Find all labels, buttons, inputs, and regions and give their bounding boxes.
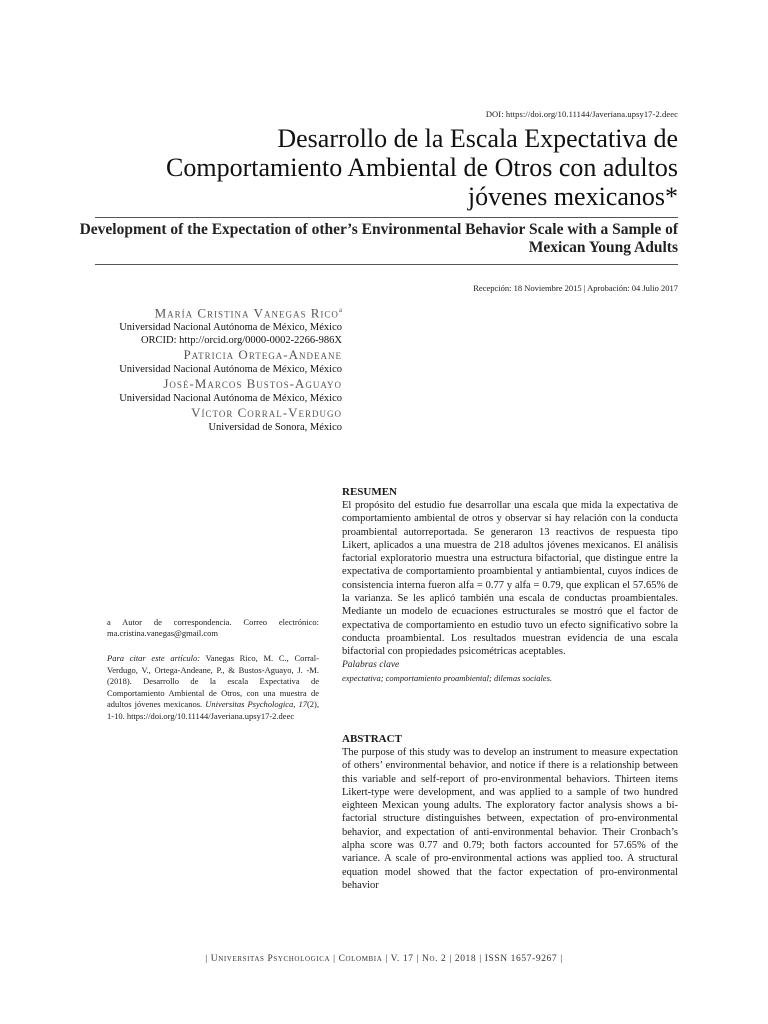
citation-journal: Universitas Psychologica, 17: [205, 699, 307, 709]
citation-block: [107, 653, 319, 722]
abstract-text: The purpose of this study was to develop an instrument to measure expectation of others’ environmental behavior, and notice if there is a relationship between this variable and self-report of pro-environmental behaviors. Thirteen items Likert-type were development, and was applied to a sample of two hundred eighteen Mexican young adults. The exploratory factor analysis shows a bi-factorial structure distinguishes between, expectation of pro-environmental behavior, and expectation of anti-environmental behavior. Their Cronbach’s alpha score was 0.77 and 0.79; both factors accounted for 57.65% of the variance. A scale of pro-environmental actions was applied too. A structural equation model showed that the factor expectation of pro-environmental behavior: [342, 747, 678, 891]
title-divider-top: [95, 217, 678, 218]
title-divider-bottom: [95, 264, 678, 265]
citation-label: Para citar este artículo:: [107, 653, 201, 663]
resumen-heading: RESUMEN: [342, 486, 398, 498]
journal-footer: | Universitas Psychologica | Colombia | V. 17 | No. 2 | 2018 | ISSN 1657-9267 |: [205, 954, 563, 964]
doi-line[interactable]: DOI: https://doi.org/10.11144/Javeriana.upsy17-2.deec: [485, 109, 678, 119]
corresponding-author-footnote: a Autor de correspondencia. Correo electrónico: ma.cristina.vanegas@gmail.com: [107, 617, 319, 638]
keywords-label: Palabras clave: [342, 659, 400, 670]
author-affiliation: Universidad Nacional Autónoma de México, México: [119, 322, 342, 334]
resumen-section: [342, 486, 678, 684]
resumen-text: El propósito del estudio fue desarrollar una escala que mida la expectativa de comportamiento ambiental de otros y observar si hay relación con la conducta proambiental autorreportada. Se generaron 13 reactivos de respuesta tipo Likert, aplicados a una muestra de 218 adultos jóvenes mexicanos. El análisis factorial exploratorio muestra una estructura bifactorial, que distingue entre la expectativa de comportamiento proambiental y antiambiental, cuyos índices de consistencia interna fueron alfa = 0.77 y alfa = 0.79, que explican el 57.65% de la varianza. Se les aplicó también una escala de conductas proambientales. Mediante un modelo de ecuaciones estructurales se mostró que el factor de expectativa de comportamiento en estudio tuvo un efecto significativo sobre la conducta proambiental. Los resultados muestran evidencia de una escala bifactorial con propiedades psicométricas aceptables.: [342, 500, 678, 658]
author-block: [2, 302, 342, 434]
author-name: José-Marcos Bustos-Aguayo: [163, 376, 342, 392]
author-name: Víctor Corral-Verdugo: [191, 405, 342, 421]
author-affiliation: Universidad de Sonora, México: [208, 422, 342, 434]
author-name: Patricia Ortega-Andeane: [183, 347, 342, 363]
author-affiliation: Universidad Nacional Autónoma de México, México: [119, 364, 342, 376]
abstract-section: [342, 733, 678, 892]
author-name: María Cristina Vanegas Rico$^a$: [154, 305, 342, 321]
author-orcid[interactable]: ORCID: http://orcid.org/0000-0002-2266-986X: [140, 335, 342, 347]
abstract-heading: ABSTRACT: [342, 733, 402, 745]
citation-text: Vanegas Rico, M. C., Corral-Verdugo, V., Ortega-Andeane, P., & Bustos-Aguayo, J. -M. (2018). Desarrollo de la escala Expectativa de Comportamiento Ambiental de Otros, con una muestra de adultos jóvenes mexicanos.: [107, 653, 319, 709]
citation-pages-doi[interactable]: (2), 1-10. https://doi.org/10.11144/Javeriana.upsy17-2.deec: [107, 699, 320, 721]
keywords-text: expectativa; comportamiento proambiental; dilemas sociales.: [342, 672, 553, 683]
article-title-spanish: Desarrollo de la Escala Expectativa de Comportamiento Ambiental de Otros con adultos jóvenes mexicanos*: [166, 124, 678, 211]
author-affiliation: Universidad Nacional Autónoma de México, México: [119, 393, 342, 405]
article-title-english: Development of the Expectation of other’s Environmental Behavior Scale with a Sample of Mexican Young Adults: [79, 221, 678, 256]
corresponding-mark: a: [338, 306, 342, 314]
received-approved-dates: Recepción: 18 Noviembre 2015 | Aprobación: 04 Julio 2017: [473, 283, 678, 293]
